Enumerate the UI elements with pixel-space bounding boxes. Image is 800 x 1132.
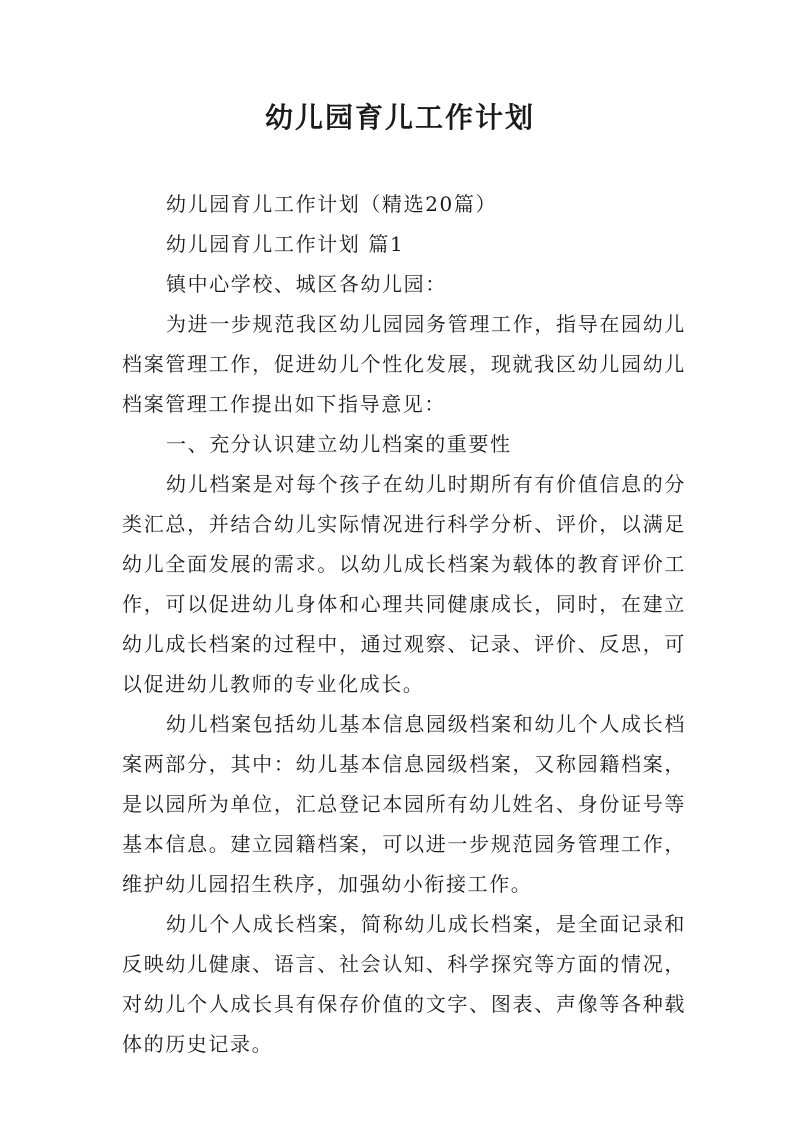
paragraph-heading-one: 一、充分认识建立幼儿档案的重要性 xyxy=(166,432,512,456)
paragraph-subtitle: 幼儿园育儿工作计划（精选20篇） xyxy=(166,192,498,216)
paragraph-body: 幼儿档案是对每个孩子在幼儿时期所有有价值信息的分类汇总，并结合幼儿实际情况进行科学分析、评价，以满足幼儿全面发展的需求。以幼儿成长档案为载体的教育评价工作，可以促进幼儿身体和心理共同健康成长，同时，在建立幼儿成长档案的过程中，通过观察、记录、评价、反思，可以促进幼儿教师的专业化成长。 xyxy=(122,472,686,696)
paragraph-body: 幼儿个人成长档案，简称幼儿成长档案，是全面记录和反映幼儿健康、语言、社会认知、科学探究等方面的情况，对幼儿个人成长具有保存价值的文字、图表、声像等各种载体的历史记录。 xyxy=(122,912,686,1056)
paragraph-intro: 为进一步规范我区幼儿园园务管理工作，指导在园幼儿档案管理工作，促进幼儿个性化发展，现就我区幼儿园幼儿档案管理工作提出如下指导意见： xyxy=(122,312,686,416)
paragraph-salutation: 镇中心学校、城区各幼儿园： xyxy=(166,272,447,296)
paragraph-section-heading: 幼儿园育儿工作计划 篇1 xyxy=(166,232,405,256)
document-title: 幼儿园育儿工作计划 xyxy=(264,101,535,134)
document-body xyxy=(122,184,686,1064)
paragraph-body: 幼儿档案包括幼儿基本信息园级档案和幼儿个人成长档案两部分，其中：幼儿基本信息园级档案，又称园籍档案，是以园所为单位，汇总登记本园所有幼儿姓名、身份证号等基本信息。建立园籍档案，可以进一步规范园务管理工作，维护幼儿园招生秩序，加强幼小衔接工作。 xyxy=(122,712,686,896)
